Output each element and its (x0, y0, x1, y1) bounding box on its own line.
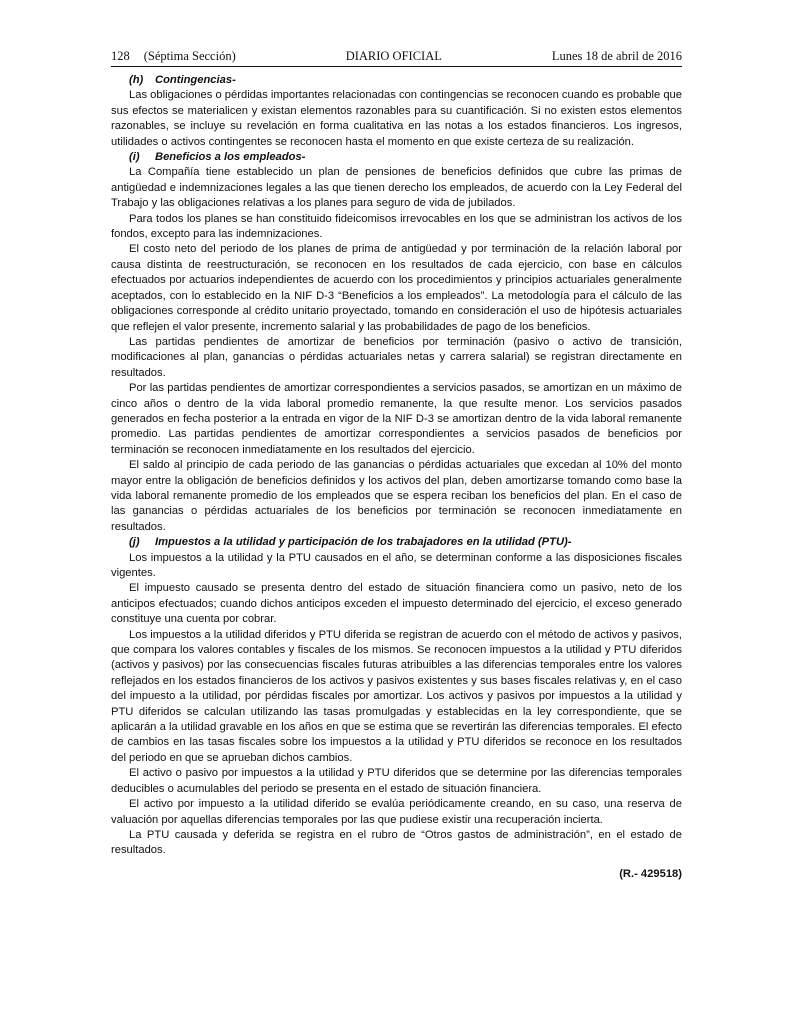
header-left (111, 48, 236, 64)
section-heading-j (111, 535, 682, 550)
section-title: Beneficios a los empleados- (155, 151, 306, 164)
page-header (111, 48, 682, 64)
paragraph: El impuesto causado se presenta dentro del estado de situación financiera como un pasivo, neto de los anticipos efectuados; cuando dichos anticipos exceden el impuesto determinado del ejercicio, el exceso generado constituye una cuenta por cobrar. (111, 582, 682, 626)
paragraph: Los impuestos a la utilidad diferidos y PTU diferida se registran de acuerdo con el método de activos y pasivos, que compara los valores contables y fiscales de los mismos. Se reconocen impuestos a la utilidad y PTU diferidos (activos y pasivos) por las consecuencias fiscales futuras atribuibles a las diferencias temporales entre los valores reflejados en los estados financieros de los activos y pasivos existentes y sus bases fiscales relativas y, en el caso del impuesto a la utilidad, por pérdidas fiscales por amortizar. Los activos y pasivos por impuestos a la utilidad y PTU diferidos se calculan utilizando las tasas promulgadas y establecidas en la ley correspondiente, que se aplicarán a la utilidad gravable en los años en que se estima que se revertirán las diferencias temporales. El efecto de cambios en las tasas fiscales sobre los impuestos a la utilidad y PTU diferidos se reconoce en los resultados del periodo en que se aprueban dichos cambios. (111, 628, 682, 764)
publication-title: DIARIO OFICIAL (345, 49, 442, 63)
paragraph: El saldo al principio de cada periodo de las ganancias o pérdidas actuariales que excedan al 10% del monto mayor entre la obligación de beneficios definidos y los activos del plan, deben amortizarse tomando como base la vida laboral remanente promedio de los empleados que se espera reciban los beneficios del plan. En el caso de las ganancias o pérdidas actuariales de los beneficios por terminación se reconocen inmediatamente en resultados. (111, 459, 682, 533)
page-number: 128 (111, 49, 130, 63)
section-heading-i (111, 150, 682, 165)
paragraph: Para todos los planes se han constituido fideicomisos irrevocables en los que se administran los activos de los fondos, excepto para las indemnizaciones. (111, 212, 682, 241)
paragraph: Las partidas pendientes de amortizar de beneficios por terminación (pasivo o activo de transición, modificaciones al plan, ganancias o pérdidas actuariales netas y carrera salarial) se registran directamente en resultados. (111, 335, 682, 379)
paragraph: La PTU causada y deferida se registra en el rubro de “Otros gastos de administración”, en el estado de resultados. (111, 828, 682, 857)
paragraph: El activo o pasivo por impuestos a la utilidad y PTU diferidos que se determine por las diferencias temporales deducibles o acumulables del periodo se presenta en el estado de situación financiera. (111, 767, 682, 795)
publication-date: Lunes 18 de abril de 2016 (551, 49, 682, 63)
paragraph: Por las partidas pendientes de amortizar correspondientes a servicios pasados, se amortizan en un máximo de cinco años o dentro de la vida laboral promedio remanente, la que resulte menor. Los servicios pasados generados en fecha posterior a la entrada en vigor de la NIF D-3 se amortizan dentro de la vida laboral remanente promedio. Las partidas pendientes de amortizar correspondientes a servicios pasados de beneficios por terminación se reconocen inmediatamente en los resultados del ejercicio. (111, 382, 682, 456)
section-heading-h (111, 73, 682, 88)
paragraph: Las obligaciones o pérdidas importantes relacionadas con contingencias se reconocen cuando es probable que sus efectos se materialicen y existan elementos razonables para su cuantificación. Si no existen estos elementos razonables, se incluye su revelación en forma cualitativa en las notas a los estados financieros. Los ingresos, utilidades o activos contingentes se reconocen hasta el momento en que existe certeza de su realización. (111, 89, 682, 148)
document-body (111, 73, 682, 882)
section-letter: (h) (129, 74, 144, 86)
section-label: (Séptima Sección) (143, 49, 236, 63)
header-rule (111, 66, 682, 67)
paragraph: La Compañía tiene establecido un plan de pensiones de beneficios definidos que cubre las primas de antigüedad e indemnizaciones legales a las que tienen derecho los empleados, de acuerdo con la Ley Federal del Trabajo y las obligaciones relativas a los planes para seguro de vida de jubilados. (111, 166, 682, 210)
section-title: Impuestos a la utilidad y participación de los trabajadores en la utilidad (PTU)- (155, 536, 572, 549)
section-letter: (j) (129, 536, 140, 549)
reference-number: (R.- 429518) (619, 867, 682, 880)
section-letter: (i) (129, 151, 140, 164)
section-title: Contingencias- (155, 74, 236, 86)
paragraph: Los impuestos a la utilidad y la PTU causados en el año, se determinan conforme a las disposiciones fiscales vigentes. (111, 551, 682, 579)
paragraph: El activo por impuesto a la utilidad diferido se evalúa periódicamente creando, en su caso, una reserva de valuación por aquellas diferencias temporales por las que pudiese existir una recuperación incierta. (111, 798, 682, 826)
paragraph: El costo neto del periodo de los planes de prima de antigüedad y por terminación de la relación laboral por causa distinta de reestructuración, se reconocen en los resultados de cada ejercicio, con base en cálculos efectuados por actuarios independientes de acuerdo con los procedimientos y principios actuariales generalmente aceptados, con lo establecido en la NIF D-3 “Beneficios a los empleados”. La metodología para el cálculo de las obligaciones corresponde al crédito unitario proyectado, tomando en consideración el uso de hipótesis actuariales que reflejen el valor presente, incremento salarial y las probabilidades de pago de los beneficios. (111, 243, 682, 333)
document-page (111, 48, 682, 882)
